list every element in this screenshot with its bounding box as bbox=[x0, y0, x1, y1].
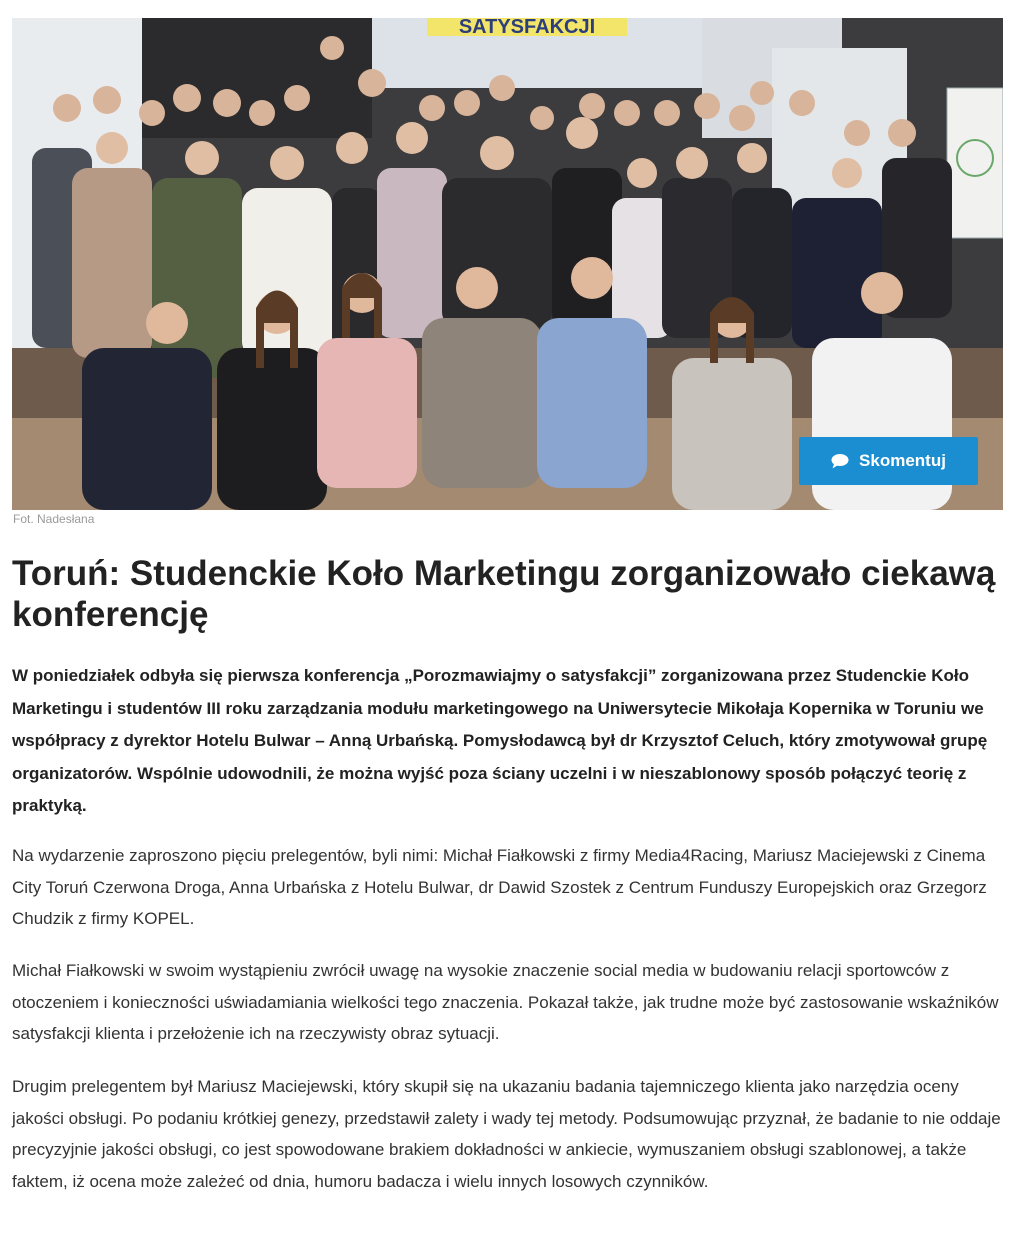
article-lead: W poniedziałek odbyła się pierwsza konferencja „Porozmawiajmy o satysfakcji” zorganizowana przez Studenckie Koło Marketingu i studentów III roku zarządzania modułu marketingowego na Uniwersytecie Mikołaja Kopernika w Toruniu we współpracy z dyrektor Hotelu Bulwar – Anną Urbańską. Pomysłodawcą był dr Krzysztof Celuch, który zmotywował grupę organizatorów. Wspólnie udowodnili, że można wyjść poza ściany uczelni i w nieszablonowy sposób połączyć teorię z praktyką. bbox=[12, 666, 988, 815]
article-title: Toruń: Studenckie Koło Marketingu zorganizowało ciekawą konferencję bbox=[12, 554, 996, 634]
photo-caption: Fot. Nadesłana bbox=[13, 512, 95, 526]
banner-text: SATYSFAKCJI bbox=[458, 18, 596, 38]
comment-button-label: Skomentuj bbox=[859, 451, 946, 470]
speech-bubble-icon bbox=[831, 453, 849, 469]
article-photo[interactable] bbox=[12, 18, 1003, 510]
article-paragraph: Michał Fiałkowski w swoim wystąpieniu zwrócił uwagę na wysokie znaczenie social media w budowaniu relacji sportowców z otoczeniem i konieczności uświadamiania wielkości tego znaczenia. Pokazał także, jak trudne może być zastosowanie wskaźników satysfakcji klienta i przełożenie ich na rzeczywisty obraz sytuacji. bbox=[12, 961, 999, 1043]
article-paragraph: Na wydarzenie zaproszono pięciu prelegentów, byli nimi: Michał Fiałkowski z firmy Media4Racing, Mariusz Maciejewski z Cinema City Toruń Czerwona Droga, Anna Urbańska z Hotelu Bulwar, dr Dawid Szostek z Centrum Funduszy Europejskich oraz Grzegorz Chudzik z firmy KOPEL. bbox=[12, 846, 987, 928]
comment-button[interactable] bbox=[799, 437, 978, 485]
article-paragraph: Drugim prelegentem był Mariusz Maciejewski, który skupił się na ukazaniu badania tajemniczego klienta jako narzędzia oceny jakości obsługi. Po podaniu krótkiej genezy, przedstawił zalety i wady tej metody. Podsumowując przyznał, że badanie to nie oddaje precyzyjnie jakości obsługi, co jest spowodowane brakiem dokładności w ankiecie, wymuszaniem obsługi szablonowej, a także faktem, iż ocena może zależeć od dnia, humoru badacza i wielu innych losowych czynników. bbox=[12, 1077, 1001, 1191]
